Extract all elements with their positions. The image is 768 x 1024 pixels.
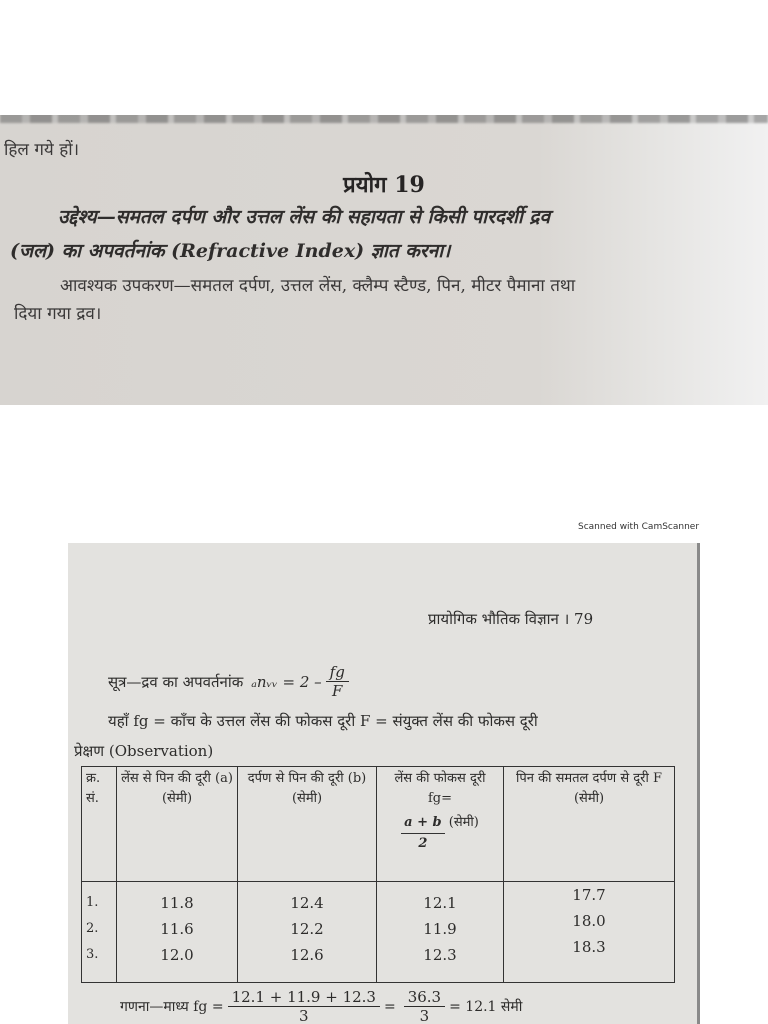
calc-eq: = [383, 998, 396, 1015]
cell-sn [82, 882, 117, 983]
observation-table [81, 766, 675, 983]
page-edge [697, 543, 700, 1024]
row-2-sn: 2. [86, 921, 99, 936]
aim-line-2: (जल) का अपवर्तनांक (Refractive Index) ज्ञात करना। [10, 240, 451, 262]
row-3-a: 12.0 [160, 946, 194, 964]
row-3-b: 12.6 [290, 946, 324, 964]
page-header: प्रायोगिक भौतिक विज्ञान । 79 [428, 610, 594, 628]
calc-num-2: 36.3 [404, 988, 445, 1007]
apparatus-line-2: दिया गया द्रव। [14, 304, 102, 324]
row-3-sn: 3. [86, 947, 99, 962]
row-3-F: 18.3 [572, 938, 606, 956]
cut-off-text-line [0, 115, 768, 123]
calc-prefix: गणना—माध्य fg = [120, 999, 224, 1015]
row-1-fg: 12.1 [423, 894, 457, 912]
formula-numerator: fg [326, 663, 349, 682]
table-data-row [82, 882, 675, 983]
calc-fraction-1 [228, 988, 380, 1024]
formula-prefix: सूत्र—द्रव का अपवर्तनांक [108, 672, 244, 691]
cell-b [238, 882, 377, 983]
row-1-F: 17.7 [572, 886, 606, 904]
cell-fg [377, 882, 504, 983]
cell-a [117, 882, 238, 983]
apparatus-line-1: आवश्यक उपकरण—समतल दर्पण, उत्तल लेंस, क्लैम्प स्टैण्ड, पिन, मीटर पैमाना तथा [60, 276, 576, 296]
observation-heading: प्रेक्षण (Observation) [74, 742, 214, 760]
row-2-F: 18.0 [572, 912, 606, 930]
calc-result: = 12.1 सेमी [449, 999, 523, 1015]
row-2-a: 11.6 [160, 920, 194, 938]
row-1-sn: 1. [86, 895, 99, 910]
calculation [120, 988, 522, 1024]
formula [108, 663, 349, 700]
header-b: दर्पण से पिन की दूरी (b) (सेमी) [238, 767, 377, 882]
formula-fraction [326, 663, 349, 700]
calc-den-1: 3 [298, 1007, 309, 1024]
top-page-photo [0, 115, 768, 405]
row-2-fg: 11.9 [423, 920, 457, 938]
calc-num-1: 12.1 + 11.9 + 12.3 [228, 988, 380, 1007]
row-3-fg: 12.3 [423, 946, 457, 964]
header-fg-unit: (सेमी) [448, 815, 479, 830]
aim-line-1: उद्देश्य—समतल दर्पण और उत्तल लेंस की सहायता से किसी पारदर्शी द्रव [58, 206, 551, 228]
where-text: यहाँ fg = काँच के उत्तल लेंस की फोकस दूरी F = संयुक्त लेंस की फोकस दूरी [108, 712, 538, 730]
formula-symbol: ₐnᵥᵥ = 2 – [251, 672, 322, 691]
continuation-text: हिल गये हों। [4, 140, 80, 160]
calc-fraction-2 [404, 988, 445, 1024]
table-header-row [82, 767, 675, 882]
header-fg-fraction [401, 813, 444, 854]
header-fg-den: 2 [418, 836, 428, 851]
header-F: पिन की समतल दर्पण से दूरी F (सेमी) [504, 767, 675, 882]
header-sn: क्र. सं. [82, 767, 117, 882]
bottom-page-photo [68, 543, 700, 1024]
header-fg [377, 767, 504, 882]
row-1-b: 12.4 [290, 894, 324, 912]
camscanner-watermark: Scanned with CamScanner [578, 522, 700, 532]
header-fg-label: लेंस की फोकस दूरी fg= [394, 771, 486, 806]
row-1-a: 11.8 [160, 894, 194, 912]
header-a: लेंस से पिन की दूरी (a) (सेमी) [117, 767, 238, 882]
row-2-b: 12.2 [290, 920, 324, 938]
cell-F [504, 882, 675, 983]
calc-den-2: 3 [419, 1007, 430, 1024]
experiment-title: प्रयोग 19 [343, 172, 425, 198]
header-fg-num: a + b [401, 813, 444, 834]
formula-denominator: F [332, 682, 343, 700]
